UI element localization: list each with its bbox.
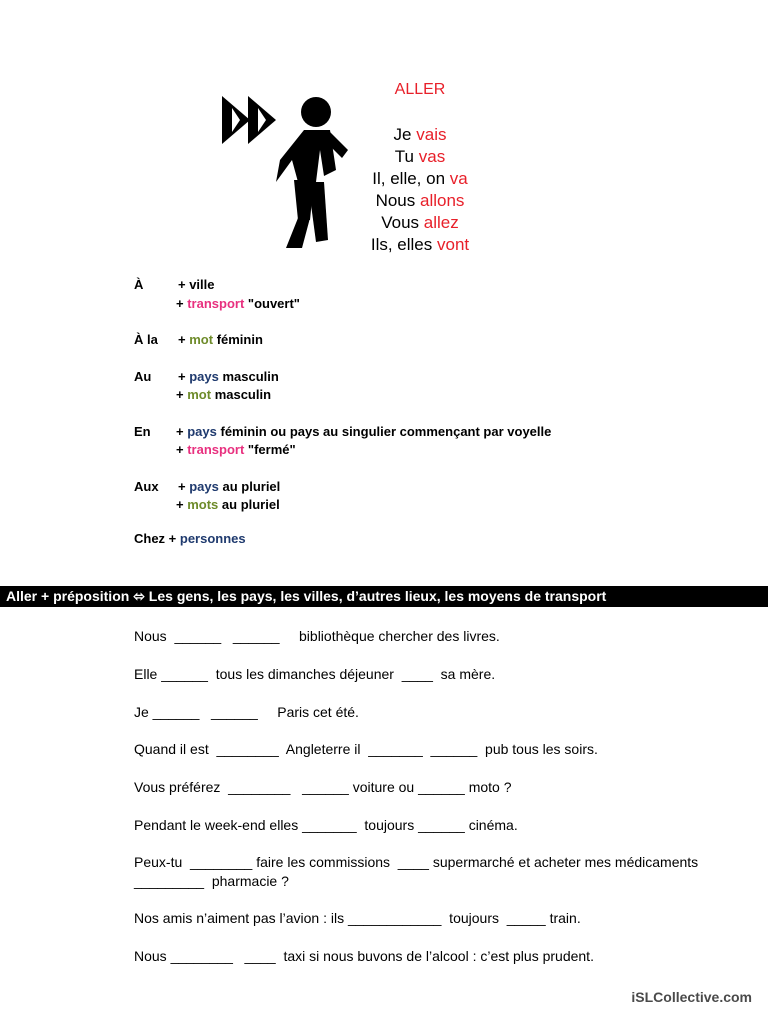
exercise-sentence: Je ______ ______ Paris cet été. [134,704,359,720]
rule-a-la-line1: + mot féminin [178,332,263,347]
walking-man-illustration [220,90,352,250]
rule-au-line1: + pays masculin [178,369,279,384]
site-watermark: iSLCollective.com [631,989,752,1005]
exercise-sentence-continued: _________ pharmacie ? [134,873,289,889]
rule-en-line1: + pays féminin ou pays au singulier commençant par voyelle [176,424,552,439]
conjugation-line: Nous allons [375,191,465,210]
conjugation-line: Je vais [393,125,447,144]
conjugation-line: Il, elle, on va [372,169,468,188]
exercise-sentence: Quand il est ________ Angleterre il _______ ______ pub tous les soirs. [134,741,598,757]
exercise-sentence: Nos amis n’aiment pas l’avion : ils ____________ toujours _____ train. [134,910,581,926]
rule-a-line2: + transport "ouvert" [176,296,300,311]
rule-au-line2: + mot masculin [176,387,272,402]
rule-prep-a-la: À la [134,332,158,347]
exercise-sentence: Elle ______ tous les dimanches déjeuner ____ sa mère. [134,666,496,682]
rule-prep-en: En [134,424,151,439]
rule-prep-au: Au [134,369,152,384]
conjugation-line: Vous allez [381,213,459,232]
rule-prep-aux: Aux [134,479,159,494]
conjugation-line: Ils, elles vont [370,235,470,254]
exercise-sentence: Nous ______ ______ bibliothèque chercher des livres. [134,628,500,644]
rule-prep-a: À [134,277,144,292]
verb-title: ALLER [394,81,446,98]
exercise-sentence: Pendant le week-end elles _______ toujours ______ cinéma. [134,817,518,833]
exercise-sentence: Peux-tu ________ faire les commissions ____ supermarché et acheter mes médicaments [134,854,699,870]
rule-aux-line1: + pays au pluriel [178,479,281,494]
exercise-sentence: Nous ________ ____ taxi si nous buvons de l’alcool : c’est plus prudent. [134,948,594,964]
exercise-banner: Aller + préposition ⬄ Les gens, les pays, les villes, d’autres lieux, les moyens de transport [0,586,768,607]
conjugation-line: Tu vas [394,147,446,166]
rule-a-line1: + ville [178,277,215,292]
rule-chez: Chez + personnes [134,531,246,546]
exercise-sentence: Vous préférez ________ ______ voiture ou ______ moto ? [134,779,512,795]
rule-aux-line2: + mots au pluriel [176,497,280,512]
rule-en-line2: + transport "fermé" [176,442,296,457]
